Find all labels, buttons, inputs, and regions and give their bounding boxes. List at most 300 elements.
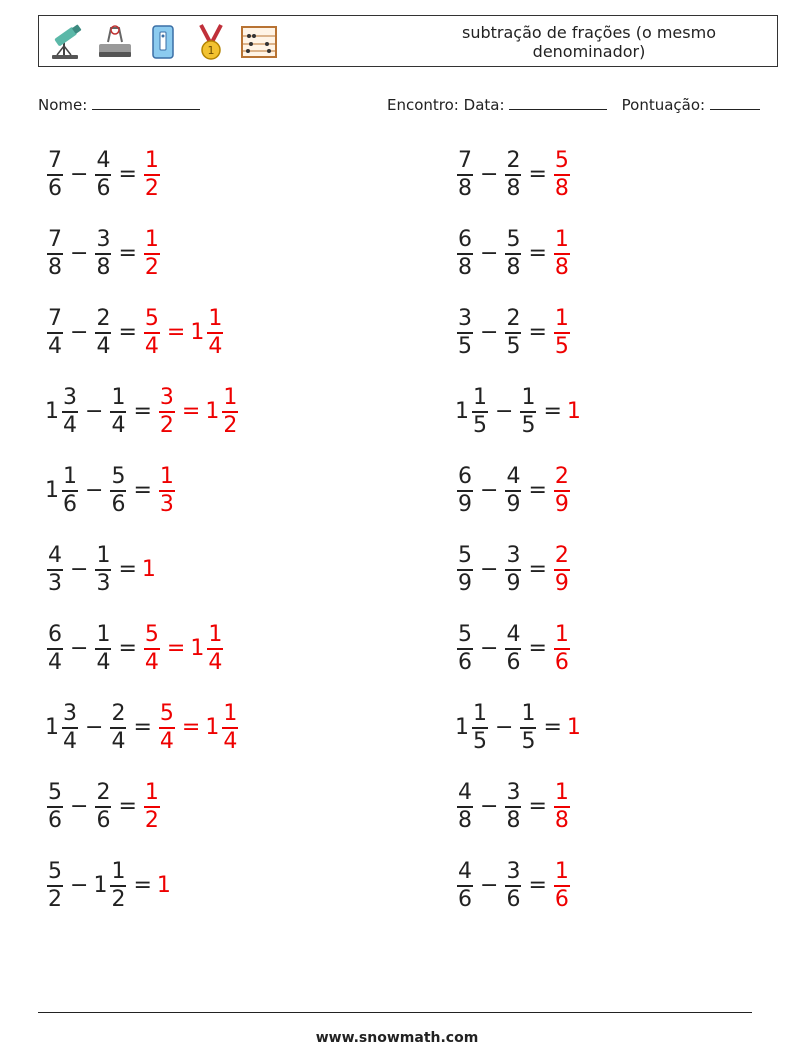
problem-row bbox=[455, 382, 582, 442]
answer-mixed-numerator: 1 bbox=[208, 622, 223, 648]
minuend-numerator: 4 bbox=[458, 780, 472, 806]
subtrahend-number bbox=[108, 464, 128, 518]
answer-denominator: 3 bbox=[159, 491, 174, 517]
answer-mixed-whole: 1 bbox=[205, 715, 220, 740]
minuend-fraction bbox=[472, 385, 488, 439]
problem-row bbox=[455, 540, 572, 600]
abacus-icon bbox=[239, 22, 279, 62]
problem-row bbox=[455, 303, 572, 363]
subtrahend-denominator: 4 bbox=[111, 728, 126, 754]
minuend-denominator: 6 bbox=[48, 175, 62, 201]
minuend-numerator: 3 bbox=[458, 306, 472, 332]
answer-fraction bbox=[554, 306, 570, 360]
minuend-fraction bbox=[457, 148, 473, 202]
subtrahend-numerator: 1 bbox=[111, 385, 126, 411]
subtrahend-numerator: 2 bbox=[506, 148, 521, 174]
date-blank[interactable] bbox=[509, 95, 607, 110]
minuend-denominator: 9 bbox=[458, 491, 472, 517]
subtrahend-number bbox=[93, 306, 113, 360]
minuend-whole: 1 bbox=[455, 715, 469, 740]
minuend-numerator: 5 bbox=[48, 780, 62, 806]
answer-numerator: 1 bbox=[554, 622, 569, 648]
equals-sign: = bbox=[528, 162, 547, 187]
subtrahend-number bbox=[518, 701, 538, 755]
answer-fraction bbox=[159, 385, 175, 439]
minuend-numerator: 3 bbox=[63, 385, 77, 411]
minuend-denominator: 9 bbox=[458, 570, 472, 596]
answer bbox=[142, 622, 225, 676]
answer-number bbox=[552, 543, 572, 597]
binder-clip-icon bbox=[95, 22, 135, 62]
sharpener-icon bbox=[143, 22, 183, 62]
subtrahend-denominator: 6 bbox=[96, 175, 111, 201]
minuend-fraction bbox=[472, 701, 488, 755]
minuend-fraction bbox=[457, 464, 473, 518]
subtrahend-fraction bbox=[505, 306, 521, 360]
minuend-numerator: 1 bbox=[63, 464, 77, 490]
subtrahend-fraction bbox=[110, 859, 126, 913]
subtrahend-number bbox=[503, 780, 523, 834]
equals-sign: = bbox=[133, 478, 152, 503]
answer bbox=[552, 859, 572, 913]
answer-mixed-numerator: 1 bbox=[223, 385, 238, 411]
svg-text:1: 1 bbox=[207, 44, 215, 57]
answer-equals-sign: = bbox=[166, 320, 186, 345]
answer-number bbox=[552, 464, 572, 518]
minuend-denominator: 8 bbox=[458, 807, 472, 833]
minuend-fraction bbox=[47, 148, 63, 202]
minuend-fraction bbox=[457, 306, 473, 360]
subtrahend-denominator: 4 bbox=[96, 333, 111, 359]
equals-sign: = bbox=[133, 399, 152, 424]
minuend-denominator: 5 bbox=[458, 333, 472, 359]
answer bbox=[142, 148, 162, 202]
answer-fraction bbox=[144, 227, 160, 281]
answer bbox=[157, 875, 172, 897]
answer-denominator: 4 bbox=[144, 649, 159, 675]
subtrahend-numerator: 4 bbox=[506, 622, 521, 648]
subtrahend-numerator: 2 bbox=[111, 701, 126, 727]
minuend-whole: 1 bbox=[45, 715, 59, 740]
minuend-fraction bbox=[62, 385, 78, 439]
subtrahend-numerator: 1 bbox=[521, 701, 536, 727]
score-label: Pontuação: bbox=[621, 96, 706, 114]
subtrahend-number bbox=[503, 306, 523, 360]
answer-numerator: 1 bbox=[144, 227, 159, 253]
minuend-fraction bbox=[47, 306, 63, 360]
minus-sign: − bbox=[480, 478, 499, 503]
problem-row bbox=[45, 382, 240, 442]
answer-numerator: 2 bbox=[554, 543, 569, 569]
answer bbox=[552, 543, 572, 597]
subtrahend-number bbox=[503, 622, 523, 676]
minuend-number bbox=[455, 306, 475, 360]
answer-number bbox=[567, 717, 582, 739]
answer bbox=[552, 622, 572, 676]
answer-fraction bbox=[159, 464, 175, 518]
answer-numerator: 5 bbox=[159, 701, 174, 727]
minuend-number bbox=[455, 859, 475, 913]
answer-fraction bbox=[554, 148, 570, 202]
worksheet-title: subtração de frações (o mesmo denominador) bbox=[462, 23, 716, 61]
answer-numerator: 1 bbox=[554, 306, 569, 332]
minuend-number bbox=[45, 543, 65, 597]
equals-sign: = bbox=[543, 399, 562, 424]
minuend-numerator: 5 bbox=[458, 543, 472, 569]
minuend-denominator: 4 bbox=[48, 333, 62, 359]
subtrahend-denominator: 9 bbox=[506, 491, 521, 517]
subtrahend-fraction bbox=[110, 385, 126, 439]
subtrahend-numerator: 1 bbox=[111, 859, 126, 885]
subtrahend-denominator: 5 bbox=[506, 333, 521, 359]
equals-sign: = bbox=[528, 320, 547, 345]
answer-numerator: 1 bbox=[554, 780, 569, 806]
name-blank[interactable] bbox=[92, 95, 200, 110]
subtrahend-numerator: 4 bbox=[96, 148, 111, 174]
answer-fraction bbox=[144, 306, 160, 360]
answer-number bbox=[552, 780, 572, 834]
answer-mixed-denominator: 2 bbox=[223, 412, 238, 438]
minus-sign: − bbox=[70, 636, 89, 661]
minus-sign: − bbox=[480, 320, 499, 345]
answer-number bbox=[567, 401, 582, 423]
minus-sign: − bbox=[85, 399, 104, 424]
answer bbox=[567, 717, 582, 739]
answer-number bbox=[552, 306, 572, 360]
answer-mixed-number bbox=[205, 701, 240, 755]
answer-mixed-denominator: 4 bbox=[208, 649, 223, 675]
minuend-denominator: 8 bbox=[458, 175, 472, 201]
subtrahend-numerator: 2 bbox=[96, 780, 111, 806]
minuend-denominator: 4 bbox=[48, 649, 62, 675]
equals-sign: = bbox=[118, 636, 137, 661]
subtrahend-denominator: 9 bbox=[506, 570, 521, 596]
answer-number bbox=[157, 385, 177, 439]
answer-numerator: 1 bbox=[159, 464, 174, 490]
answer-fraction bbox=[554, 622, 570, 676]
subtrahend-numerator: 3 bbox=[506, 780, 521, 806]
subtrahend-fraction bbox=[520, 385, 536, 439]
subtrahend-numerator: 2 bbox=[506, 306, 521, 332]
equals-sign: = bbox=[118, 162, 137, 187]
subtrahend-numerator: 1 bbox=[96, 543, 111, 569]
problem-row bbox=[45, 303, 225, 363]
equals-sign: = bbox=[528, 557, 547, 582]
answer bbox=[157, 385, 240, 439]
date-label: Data: bbox=[463, 96, 505, 114]
equals-sign: = bbox=[528, 794, 547, 819]
answer-whole: 1 bbox=[156, 873, 171, 898]
answer bbox=[142, 306, 225, 360]
answer-fraction bbox=[144, 622, 160, 676]
answer-numerator: 5 bbox=[144, 622, 159, 648]
problem-row bbox=[45, 145, 162, 205]
answer-whole: 1 bbox=[141, 557, 156, 582]
answer-mixed-denominator: 4 bbox=[208, 333, 223, 359]
subtrahend-fraction bbox=[520, 701, 536, 755]
subtrahend-numerator: 3 bbox=[506, 543, 521, 569]
answer-numerator: 5 bbox=[554, 148, 569, 174]
answer bbox=[157, 701, 240, 755]
minuend-fraction bbox=[47, 543, 63, 597]
answer-number bbox=[142, 227, 162, 281]
answer-number bbox=[552, 622, 572, 676]
answer-denominator: 4 bbox=[159, 728, 174, 754]
minuend-number bbox=[455, 227, 475, 281]
answer-denominator: 9 bbox=[554, 570, 569, 596]
minuend-denominator: 5 bbox=[473, 728, 487, 754]
answer-fraction bbox=[554, 543, 570, 597]
minus-sign: − bbox=[480, 241, 499, 266]
answer bbox=[142, 780, 162, 834]
subtrahend-number bbox=[108, 385, 128, 439]
minus-sign: − bbox=[70, 794, 89, 819]
problem-row bbox=[45, 461, 177, 521]
answer-mixed-fraction bbox=[207, 622, 223, 676]
answer-number bbox=[142, 559, 157, 581]
answer-whole: 1 bbox=[566, 715, 581, 740]
minuend-denominator: 6 bbox=[458, 886, 472, 912]
answer-number bbox=[552, 859, 572, 913]
subtrahend-number bbox=[93, 543, 113, 597]
answer-mixed-number bbox=[190, 622, 225, 676]
subtrahend-numerator: 1 bbox=[96, 622, 111, 648]
minus-sign: − bbox=[495, 399, 514, 424]
subtrahend-numerator: 3 bbox=[506, 859, 521, 885]
subtrahend-number bbox=[503, 543, 523, 597]
name-field bbox=[38, 95, 200, 114]
answer-denominator: 8 bbox=[554, 175, 569, 201]
problem-row bbox=[45, 698, 240, 758]
answer-mixed-fraction bbox=[207, 306, 223, 360]
subtrahend-denominator: 4 bbox=[96, 649, 111, 675]
subtrahend-fraction bbox=[505, 148, 521, 202]
answer bbox=[157, 464, 177, 518]
minus-sign: − bbox=[480, 162, 499, 187]
answer-whole: 1 bbox=[566, 399, 581, 424]
subtrahend-denominator: 5 bbox=[521, 412, 536, 438]
subtrahend-denominator: 3 bbox=[96, 570, 111, 596]
minus-sign: − bbox=[480, 636, 499, 661]
minuend-denominator: 4 bbox=[63, 728, 77, 754]
equals-sign: = bbox=[118, 794, 137, 819]
minuend-number bbox=[45, 385, 80, 439]
problem-row bbox=[455, 619, 572, 679]
minuend-fraction bbox=[457, 543, 473, 597]
subtrahend-denominator: 8 bbox=[96, 254, 111, 280]
answer-number bbox=[157, 875, 172, 897]
minus-sign: − bbox=[70, 162, 89, 187]
answer-denominator: 2 bbox=[144, 807, 159, 833]
subtrahend-number bbox=[503, 859, 523, 913]
subtrahend-number bbox=[93, 227, 113, 281]
minuend-number bbox=[455, 780, 475, 834]
problem-row bbox=[455, 224, 572, 284]
equals-sign: = bbox=[133, 715, 152, 740]
subtrahend-numerator: 4 bbox=[506, 464, 521, 490]
answer-numerator: 1 bbox=[554, 227, 569, 253]
answer-numerator: 5 bbox=[144, 306, 159, 332]
answer bbox=[552, 306, 572, 360]
subtrahend-fraction bbox=[110, 701, 126, 755]
minuend-numerator: 1 bbox=[473, 385, 487, 411]
minus-sign: − bbox=[85, 715, 104, 740]
subtrahend-fraction bbox=[95, 622, 111, 676]
subtrahend-fraction bbox=[95, 227, 111, 281]
problem-row bbox=[45, 619, 225, 679]
minus-sign: − bbox=[480, 794, 499, 819]
answer-denominator: 2 bbox=[159, 412, 174, 438]
answer-denominator: 8 bbox=[554, 807, 569, 833]
minuend-whole: 1 bbox=[45, 478, 59, 503]
subtrahend-number bbox=[503, 464, 523, 518]
subtrahend-fraction bbox=[110, 464, 126, 518]
minuend-numerator: 5 bbox=[48, 859, 62, 885]
subtrahend-numerator: 3 bbox=[96, 227, 111, 253]
minus-sign: − bbox=[70, 241, 89, 266]
minuend-number bbox=[45, 148, 65, 202]
answer-mixed-denominator: 4 bbox=[223, 728, 238, 754]
minuend-number bbox=[45, 306, 65, 360]
answer-denominator: 5 bbox=[554, 333, 569, 359]
subtrahend-denominator: 4 bbox=[111, 412, 126, 438]
minuend-numerator: 6 bbox=[48, 622, 62, 648]
subtrahend-number bbox=[93, 780, 113, 834]
minuend-numerator: 4 bbox=[458, 859, 472, 885]
subtrahend-denominator: 6 bbox=[506, 886, 521, 912]
minuend-numerator: 3 bbox=[63, 701, 77, 727]
answer bbox=[142, 559, 157, 581]
subtrahend-numerator: 5 bbox=[506, 227, 521, 253]
answer-equals-sign: = bbox=[181, 715, 201, 740]
answer bbox=[567, 401, 582, 423]
answer-number bbox=[157, 464, 177, 518]
answer-fraction bbox=[554, 859, 570, 913]
subtrahend-denominator: 8 bbox=[506, 175, 521, 201]
score-blank[interactable] bbox=[710, 95, 760, 110]
minuend-numerator: 7 bbox=[48, 306, 62, 332]
equals-sign: = bbox=[528, 241, 547, 266]
subtrahend-fraction bbox=[505, 780, 521, 834]
subtrahend-numerator: 5 bbox=[111, 464, 126, 490]
subtrahend-number bbox=[93, 859, 128, 913]
subtrahend-denominator: 6 bbox=[111, 491, 126, 517]
answer bbox=[552, 227, 572, 281]
subtrahend-fraction bbox=[505, 543, 521, 597]
minuend-numerator: 4 bbox=[48, 543, 62, 569]
worksheet-header bbox=[38, 15, 778, 67]
minuend-number bbox=[455, 701, 490, 755]
minus-sign: − bbox=[480, 557, 499, 582]
minuend-denominator: 6 bbox=[48, 807, 62, 833]
minuend-denominator: 4 bbox=[63, 412, 77, 438]
subtrahend-fraction bbox=[95, 306, 111, 360]
answer-number bbox=[142, 780, 162, 834]
minuend-number bbox=[45, 780, 65, 834]
minuend-number bbox=[455, 464, 475, 518]
answer-fraction bbox=[554, 464, 570, 518]
answer-numerator: 2 bbox=[554, 464, 569, 490]
minuend-numerator: 1 bbox=[473, 701, 487, 727]
minuend-denominator: 6 bbox=[63, 491, 77, 517]
minuend-number bbox=[455, 385, 490, 439]
answer-mixed-fraction bbox=[222, 385, 238, 439]
minus-sign: − bbox=[70, 320, 89, 345]
subtrahend-fraction bbox=[505, 859, 521, 913]
minus-sign: − bbox=[85, 478, 104, 503]
minuend-fraction bbox=[47, 780, 63, 834]
problem-row bbox=[455, 461, 572, 521]
answer-mixed-numerator: 1 bbox=[208, 306, 223, 332]
minuend-numerator: 7 bbox=[458, 148, 472, 174]
minuend-number bbox=[45, 859, 65, 913]
answer-mixed-number bbox=[205, 385, 240, 439]
subtrahend-number bbox=[93, 148, 113, 202]
footer-divider bbox=[38, 1012, 752, 1013]
subtrahend-number bbox=[503, 148, 523, 202]
subtrahend-fraction bbox=[95, 148, 111, 202]
minuend-fraction bbox=[47, 859, 63, 913]
minuend-fraction bbox=[457, 780, 473, 834]
subtrahend-numerator: 1 bbox=[521, 385, 536, 411]
subtrahend-fraction bbox=[505, 227, 521, 281]
minuend-numerator: 6 bbox=[458, 227, 472, 253]
problem-row bbox=[45, 224, 162, 284]
subtrahend-number bbox=[93, 622, 113, 676]
subtrahend-fraction bbox=[95, 780, 111, 834]
minuend-denominator: 2 bbox=[48, 886, 62, 912]
subtrahend-denominator: 8 bbox=[506, 807, 521, 833]
subtrahend-denominator: 2 bbox=[111, 886, 126, 912]
minuend-number bbox=[45, 227, 65, 281]
answer-fraction bbox=[144, 148, 160, 202]
answer-fraction bbox=[554, 780, 570, 834]
minuend-denominator: 3 bbox=[48, 570, 62, 596]
answer-number bbox=[552, 227, 572, 281]
answer-denominator: 6 bbox=[554, 886, 569, 912]
name-label: Nome: bbox=[38, 96, 88, 114]
answer-equals-sign: = bbox=[166, 636, 186, 661]
answer-number bbox=[142, 148, 162, 202]
answer bbox=[552, 148, 572, 202]
minuend-numerator: 6 bbox=[458, 464, 472, 490]
answer-fraction bbox=[144, 780, 160, 834]
answer-number bbox=[157, 701, 177, 755]
subtrahend-whole: 1 bbox=[93, 873, 108, 898]
minuend-numerator: 7 bbox=[48, 148, 62, 174]
minuend-whole: 1 bbox=[45, 399, 59, 424]
answer-fraction bbox=[159, 701, 175, 755]
answer-number bbox=[142, 622, 162, 676]
medal-icon bbox=[191, 22, 231, 62]
equals-sign: = bbox=[528, 478, 547, 503]
minuend-number bbox=[455, 148, 475, 202]
answer-denominator: 9 bbox=[554, 491, 569, 517]
answer-mixed-fraction bbox=[222, 701, 238, 755]
answer-denominator: 4 bbox=[144, 333, 159, 359]
problem-row bbox=[455, 777, 572, 837]
equals-sign: = bbox=[118, 320, 137, 345]
equals-sign: = bbox=[118, 241, 137, 266]
answer bbox=[552, 780, 572, 834]
answer-denominator: 6 bbox=[554, 649, 569, 675]
subtrahend-denominator: 6 bbox=[96, 807, 111, 833]
subtrahend-number bbox=[503, 227, 523, 281]
problem-row bbox=[45, 777, 162, 837]
minus-sign: − bbox=[480, 873, 499, 898]
problem-row bbox=[455, 145, 572, 205]
subtrahend-number bbox=[518, 385, 538, 439]
